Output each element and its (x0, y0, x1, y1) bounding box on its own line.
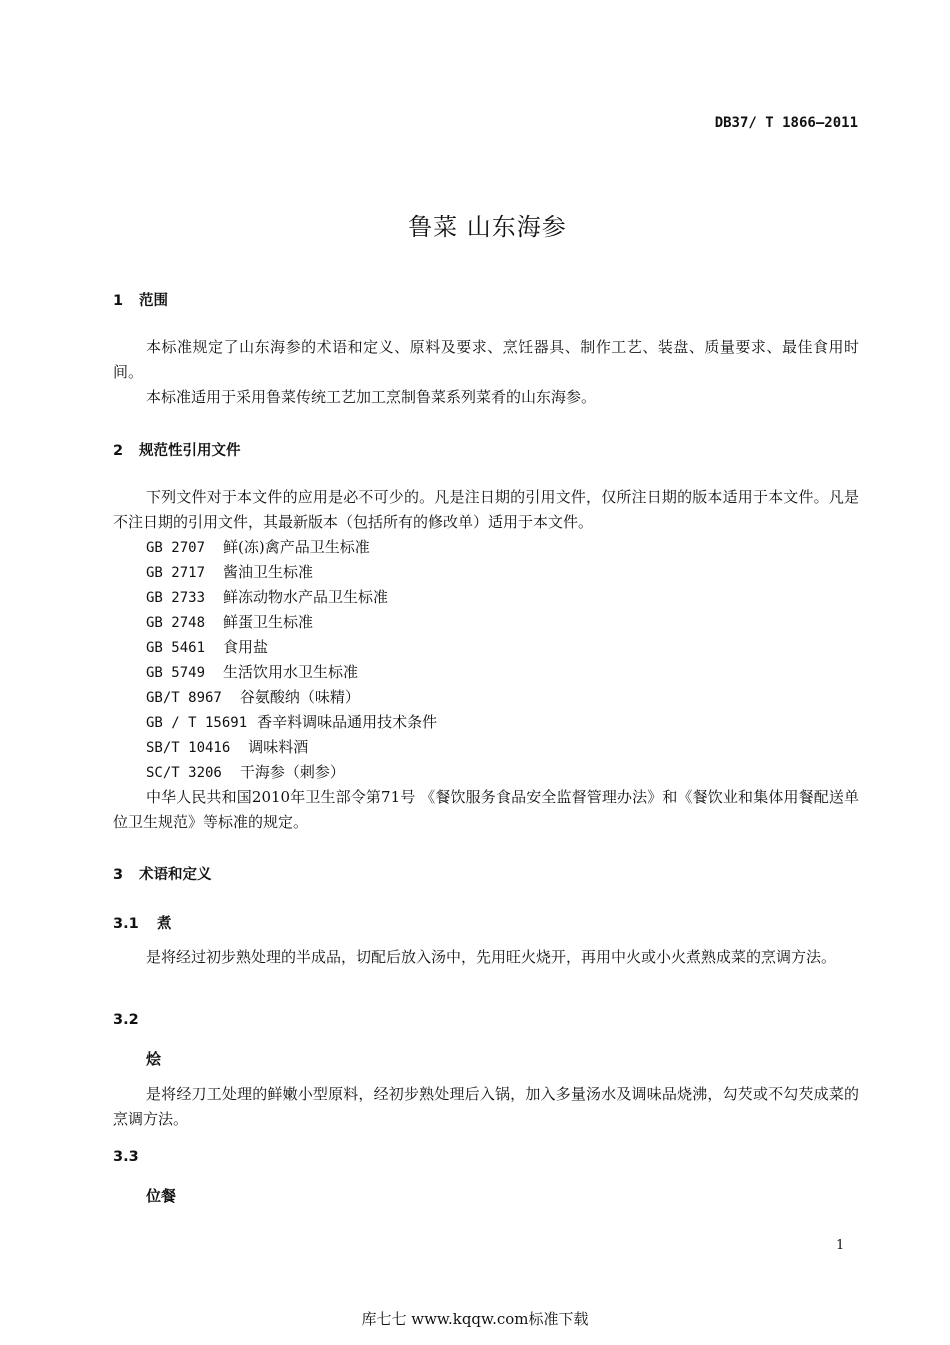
reference-item (146, 535, 370, 561)
term-3-2-number: 3.2 (113, 1012, 139, 1028)
section-number: 1 (113, 293, 124, 309)
reference-code: GB/T 8967 (146, 690, 222, 706)
section-1-heading (113, 289, 168, 310)
document-title: 鲁菜 山东海参 (408, 213, 567, 241)
term-3-3-name: 位餐 (146, 1187, 177, 1205)
term-3-1-heading (113, 912, 172, 933)
term-3-2-definition: 是将经刀工处理的鲜嫩小型原料，经初步熟处理后入锅，加入多量汤水及调味品烧沸，勾芡或不勾芡成菜的烹调方法。 (113, 1085, 859, 1128)
reference-item (146, 760, 345, 786)
section-2-heading (113, 439, 241, 460)
subsection-number: 3.1 (113, 916, 139, 932)
reference-name: 酱油卫生标准 (223, 563, 314, 581)
reference-code: GB 2733 (146, 590, 206, 606)
reference-code: SC/T 3206 (146, 765, 222, 781)
reference-item (146, 710, 437, 736)
term-3-3-number: 3.3 (113, 1149, 139, 1165)
reference-item (146, 735, 308, 761)
references-intro: 下列文件对于本文件的应用是必不可少的。凡是注日期的引用文件，仅所注日期的版本适用于本文件。凡是不注日期的引用文件，其最新版本（包括所有的修改单）适用于本文件。 (113, 488, 859, 531)
section-title: 术语和定义 (139, 867, 212, 883)
reference-item (146, 685, 360, 711)
reference-name: 生活饮用水卫生标准 (223, 663, 359, 681)
reference-name: 香辛料调味品通用技术条件 (257, 713, 438, 731)
reference-name: 鲜冻动物水产品卫生标准 (223, 588, 389, 606)
footer-watermark: 库七七 www.kqqw.com标准下载 (361, 1310, 589, 1328)
term-3-2-name: 烩 (146, 1050, 162, 1068)
scope-paragraph-1: 本标准规定了山东海参的术语和定义、原料及要求、烹饪器具、制作工艺、装盘、质量要求、最佳食用时间。 (113, 338, 859, 381)
term-name: 煮 (157, 916, 172, 932)
reference-code: GB / T 15691 (146, 715, 248, 731)
references-closing: 中华人民共和国2010年卫生部令第71号 《餐饮服务食品安全监督管理办法》和《餐饮业和集体用餐配送单位卫生规范》等标准的规定。 (113, 788, 859, 831)
section-number: 2 (113, 443, 124, 459)
reference-code: SB/T 10416 (146, 740, 231, 756)
reference-item (146, 610, 313, 636)
reference-code: GB 2717 (146, 565, 206, 581)
document-code: DB37/ T 1866—2011 (714, 115, 858, 131)
page-number: 1 (836, 1238, 845, 1253)
reference-code: GB 5461 (146, 640, 206, 656)
section-title: 范围 (139, 293, 168, 309)
term-3-1-definition: 是将经过初步熟处理的半成品，切配后放入汤中，先用旺火烧开，再用中火或小火煮熟成菜的烹调方法。 (146, 948, 837, 966)
section-number: 3 (113, 867, 124, 883)
reference-name: 鲜(冻)禽产品卫生标准 (223, 538, 370, 556)
reference-name: 干海参（刺参） (239, 763, 345, 781)
reference-name: 谷氨酸纳（味精） (239, 688, 360, 706)
scope-paragraph-2: 本标准适用于采用鲁菜传统工艺加工烹制鲁菜系列菜肴的山东海参。 (146, 388, 597, 406)
reference-code: GB 2748 (146, 615, 206, 631)
reference-name: 食用盐 (223, 638, 269, 656)
section-3-heading (113, 863, 212, 884)
reference-code: GB 5749 (146, 665, 206, 681)
reference-item (146, 635, 268, 661)
reference-item (146, 585, 388, 611)
reference-name: 鲜蛋卫生标准 (223, 613, 314, 631)
reference-name: 调味料酒 (248, 738, 309, 756)
reference-code: GB 2707 (146, 540, 206, 556)
section-title: 规范性引用文件 (139, 443, 241, 459)
reference-item (146, 560, 313, 586)
reference-item (146, 660, 358, 686)
